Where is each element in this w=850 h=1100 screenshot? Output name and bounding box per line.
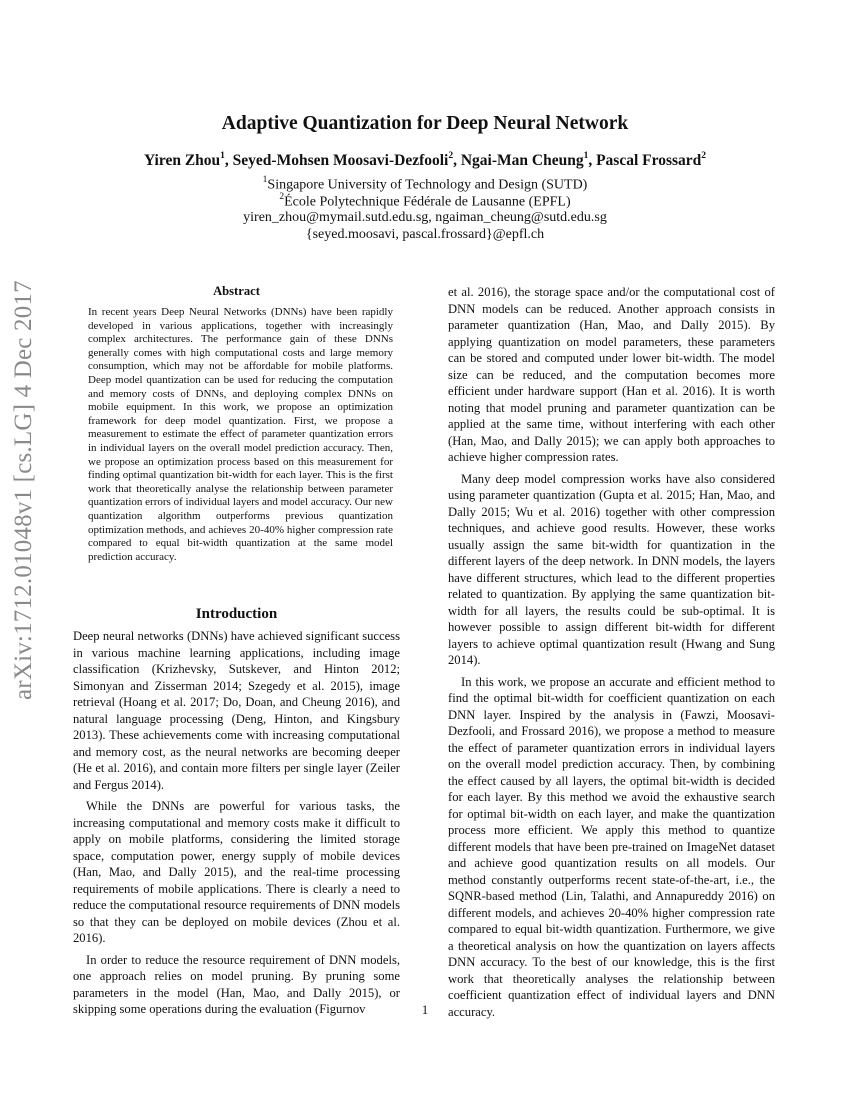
arxiv-identifier: arXiv:1712.01048v1 [cs.LG] 4 Dec 2017 <box>10 280 37 700</box>
paragraph: Many deep model compression works have also considered using parameter quantization (Gupta et al. 2015; Han, Mao, and Dally 2015; Wu et al. 2016) together with other compression techniques, and achieve good results. However, these works usually assign the same bit-width for quantization in the different layers of the deep network. In DNN models, the layers have different structures, which lead to the different properties related to quantization. By applying the same quantization bit-width for all layers, the results could be sub-optimal. It is however possible to assign different bit-width for different layers to achieve optimal quantization result (Hwang and Sung 2014). <box>448 471 775 667</box>
paragraph: While the DNNs are powerful for various tasks, the increasing computational and memory costs make it difficult to apply on mobile platforms, considering the limited storage space, computation power, energy supply of mobile devices (Han, Mao, and Dally 2015), and the real-time processing requirements of mobile applications. There is clearly a need to reduce the computational resource requirements of DNN models so that they can be deployed on mobile devices (Zhou et al. 2016). <box>73 799 400 945</box>
author-list <box>0 152 850 170</box>
paragraph: In this work, we propose an accurate and efficient method to find the optimal bit-width for coefficient quantization on each DNN layer. Inspired by the analysis in (Fawzi, Moosavi-Dezfooli, and Frossard 2016), we propose a method to measure the effect of parameter quantization errors in individual layers on the overall model prediction accuracy. Then, by combining the effect caused by all layers, the optimal bit-width is decided for each layer. By this method we avoid the exhaustive search for optimal bit-width on each layer, and make the quantization process more efficient. We apply this method to quantize different models that have been pre-trained on ImageNet dataset and achieve good quantization results on all models. Our method constantly outperforms recent state-of-the-art, i.e., the SQNR-based method (Lin, Talathi, and Annapureddy 2016) on different models, and achieves 20-40% higher compression rate compared to equal bit-width quantization. Furthermore, we give a theoretical analysis on how the quantization on layers affects DNN accuracy. To the best of our knowledge, this is the first work that theoretically analyses the relationship between coefficient quantization effect of individual layers and DNN accuracy. <box>448 674 775 1019</box>
abstract-text: In recent years Deep Neural Networks (DNNs) have been rapidly developed in various applications, together with increasingly complex architectures. The performance gain of these DNNs generally comes with high computational costs and large memory consumption, which may not be affordable for mobile platforms. Deep model quantization can be used for reducing the computation and memory costs of DNNs, and deploying complex DNNs on mobile equipment. In this work, we propose an optimization framework for deep model quantization. First, we propose a measurement to estimate the effect of parameter quantization errors in individual layers on the overall model prediction accuracy. Then, we propose an optimization process based on this measurement for finding optimal quantization bit-width for each layer. This is the first work that theoretically analyse the relationship between parameter quantization errors of individual layers and model accuracy. Our new quantization algorithm outperforms previous quantization optimization methods, and achieves 20-40% higher compression rate compared to equal bit-width quantization at the same model prediction accuracy. <box>88 306 393 563</box>
right-column-body <box>448 284 775 1020</box>
affiliation-2: $^2$École Polytechnique Fédérale de Lausanne (EPFL) <box>279 192 571 210</box>
author-emails-epfl: {seyed.moosavi, pascal.frossard}@epfl.ch <box>305 227 545 242</box>
affiliation-1: $^1$Singapore University of Technology and Design (SUTD) <box>262 175 588 193</box>
page-number: 1 <box>421 1003 429 1017</box>
paragraph: In order to reduce the resource requirement of DNN models, one approach relies on model pruning. By pruning some parameters in the model (Han, Mao, and Dally 2015), or skipping some operations during the evaluation (Figurnov <box>73 952 400 1016</box>
paragraph: et al. 2016), the storage space and/or the computational cost of DNN models can be reduced. Another approach consists in parameter quantization (Han, Mao, and Dally 2015). By applying quantization on model parameters, these parameters can be stored and computed under lower bit-width. The model size can be reduced, and the computation becomes more efficient under hardware support (Han et al. 2016). It is worth noting that model pruning and parameter quantization can be applied at the same time, without interfering with each other (Han, Mao, and Dally 2015); we can apply both approaches to achieve higher compression rates. <box>448 285 775 464</box>
left-column-body <box>73 628 400 1018</box>
section-heading-introduction: Introduction <box>195 606 278 622</box>
abstract-heading: Abstract <box>213 284 260 298</box>
author-emails: yiren_zhou@mymail.sutd.edu.sg, ngaiman_cheung@sutd.edu.sg <box>243 210 607 225</box>
author: Seyed-Mohsen Moosavi-Dezfooli$^2$, <box>232 151 461 170</box>
author: Yiren Zhou$^1$, <box>143 151 233 170</box>
author: Ngai-Man Cheung$^1$, <box>460 151 597 170</box>
paragraph: Deep neural networks (DNNs) have achieved significant success in various machine learning applications, including image classification (Krizhevsky, Sutskever, and Hinton 2012; Simonyan and Zisserman 2014; Szegedy et al. 2015), image retrieval (Hoang et al. 2017; Do, Doan, and Cheung 2016), and natural language processing (Deng, Hinton, and Kingsbury 2013). These achievements come with increasing computational and memory cost, as the neural networks are becoming deeper (He et al. 2016), and contain more filters per single layer (Zeiler and Fergus 2014). <box>73 629 400 792</box>
author: Pascal Frossard$^2$ <box>596 151 707 170</box>
paper-title: Adaptive Quantization for Deep Neural Network <box>221 113 629 134</box>
